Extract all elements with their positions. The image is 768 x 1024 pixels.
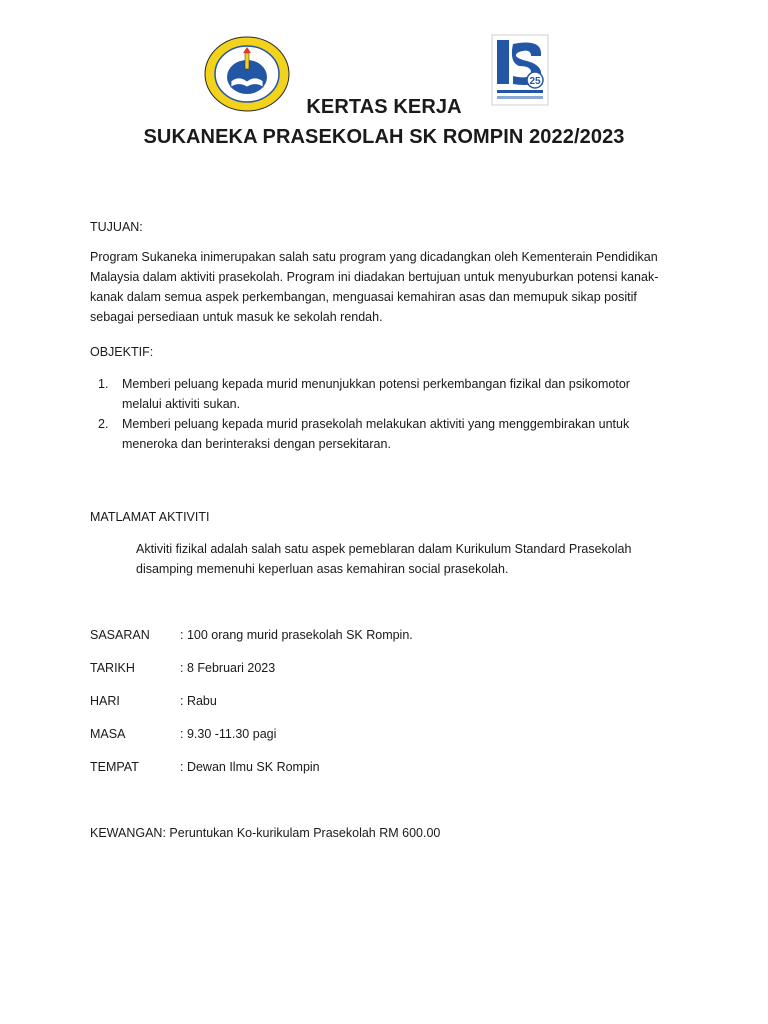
detail-row-tarikh bbox=[90, 658, 275, 678]
detail-row-tempat bbox=[90, 757, 320, 777]
detail-value: : 8 Februari 2023 bbox=[180, 661, 276, 675]
tujuan-heading: TUJUAN: bbox=[90, 220, 143, 234]
document-title: KERTAS KERJA bbox=[306, 96, 462, 118]
list-number: 1. bbox=[98, 377, 109, 391]
detail-label: SASARAN bbox=[90, 628, 150, 642]
detail-label: MASA bbox=[90, 727, 126, 741]
matlamat-line: disamping memenuhi keperluan asas kemahiran social prasekolah. bbox=[136, 562, 509, 576]
tujuan-line: Program Sukaneka inimerupakan salah satu program yang dicadangkan oleh Kementerain Pendidikan bbox=[90, 250, 658, 264]
detail-row-masa bbox=[90, 724, 276, 744]
detail-label: TARIKH bbox=[90, 661, 135, 675]
detail-value: : 100 orang murid prasekolah SK Rompin. bbox=[180, 628, 413, 642]
tujuan-line: sebagai persediaan untuk masuk ke sekolah rendah. bbox=[90, 310, 383, 324]
matlamat-paragraph bbox=[136, 539, 656, 579]
list-item bbox=[98, 374, 668, 414]
document-subtitle: SUKANEKA PRASEKOLAH SK ROMPIN 2022/2023 bbox=[143, 126, 625, 148]
detail-value: : 9.30 -11.30 pagi bbox=[180, 727, 277, 741]
list-item-line: Memberi peluang kepada murid prasekolah melakukan aktiviti yang menggembirakan untuk bbox=[122, 417, 630, 431]
objektif-heading: OBJEKTIF: bbox=[90, 345, 154, 359]
list-item-line: Memberi peluang kepada murid menunjukkan potensi perkembangan fizikal dan psikomotor bbox=[122, 377, 630, 391]
list-item bbox=[98, 414, 668, 454]
list-item-line: meneroka dan berinteraksi dengan persekitaran. bbox=[122, 437, 391, 451]
logo-number: 25 bbox=[529, 76, 541, 87]
tujuan-line: Malaysia dalam aktiviti prasekolah. Program ini diadakan bertujuan untuk menyuburkan potensi kanak- bbox=[90, 270, 659, 284]
detail-label: TEMPAT bbox=[90, 760, 139, 774]
list-item-line: melalui aktiviti sukan. bbox=[122, 397, 241, 411]
detail-row-hari bbox=[90, 691, 217, 711]
detail-label: HARI bbox=[90, 694, 120, 708]
detail-row-sasaran bbox=[90, 625, 413, 645]
tujuan-paragraph bbox=[90, 247, 680, 327]
detail-value: : Dewan Ilmu SK Rompin bbox=[180, 760, 320, 774]
matlamat-heading: MATLAMAT AKTIVITI bbox=[90, 510, 210, 524]
objektif-list bbox=[98, 374, 668, 454]
matlamat-line: Aktiviti fizikal adalah salah satu aspek pemeblaran dalam Kurikulum Standard Prasekolah bbox=[136, 542, 632, 556]
kewangan-line: KEWANGAN: Peruntukan Ko-kurikulam Prasekolah RM 600.00 bbox=[90, 826, 441, 840]
list-number: 2. bbox=[98, 417, 109, 431]
detail-value: : Rabu bbox=[180, 694, 217, 708]
tujuan-line: kanak dalam semua aspek perkembangan, menguasai kemahiran asas dan memupuk sikap positif bbox=[90, 290, 637, 304]
